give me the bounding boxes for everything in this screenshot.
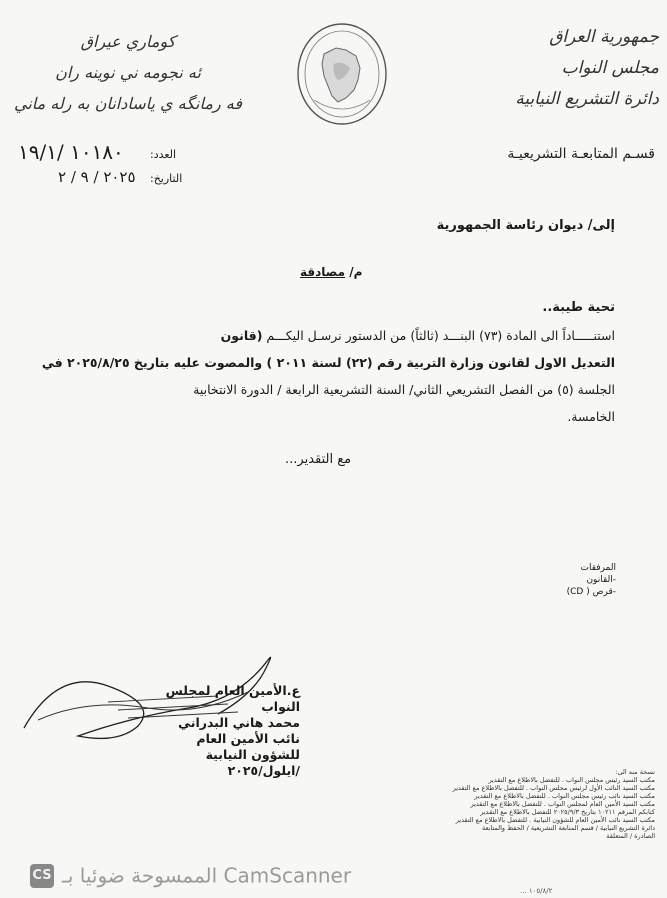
cc-line: مكتب السيد نائب رئيس مجلس النواب . للتفضل بالاطلاع مع التقدير (474, 792, 655, 800)
attachments-title: المرفقات (580, 563, 616, 573)
signature-line-4: /ايلول/٢٠٢٥ (227, 763, 300, 778)
attachment-item: -قرص ( CD) (566, 587, 616, 597)
header-arabic-line: دائرة التشريع النيابية (515, 89, 659, 109)
subject-text: مصادقة (300, 265, 346, 279)
cc-line: مكتب السيد نائب الأمين العام للشؤون النيابية . للتفضل بالاطلاع مع التقدير (455, 816, 655, 824)
camscanner-watermark (30, 862, 351, 888)
body-line-3: الجلسة (٥) من الفصل التشريعي الثاني/ السنة التشريعية الرابعة / الدورة الانتخابية (193, 382, 615, 397)
cc-list (355, 768, 655, 840)
body-line (55, 322, 615, 349)
body-line-1-bold: (قانون (220, 328, 263, 343)
cc-line: مكتب السيد رئيس مجلس النواب . للتفضل بالاطلاع مع التقدير (488, 776, 655, 784)
attachment-item: -القانون (586, 575, 616, 585)
cc-line: مكتب السيد الأمين العام لمجلس النواب . للتفضل بالاطلاع مع التقدير (470, 800, 655, 808)
footer-code: ١٠٥/٨/٢ ... (520, 887, 553, 895)
letter-body (41, 322, 615, 430)
addressee: إلى/ ديوان رئاسة الجمهورية (436, 218, 615, 233)
date-value: ٢٠٢٥ / ٩ / ٢ (58, 168, 136, 186)
department-title: قسـم المتابعـة التشريعيـة (507, 146, 655, 162)
signature-line-2: محمد هاني البدراني (178, 715, 300, 730)
number-value: ١٠١٨٠ /١٩/١ (18, 140, 124, 164)
closing: مع التقدير... (285, 452, 352, 467)
header-kurdish (8, 26, 248, 119)
cc-line: دائرة التشريع النيابية / قسم المتابعة التشريعية / الحفظ والمتابعة (482, 824, 655, 832)
header-kurdish-line: كوماري عيراق (80, 32, 176, 51)
cc-line: مكتب السيد النائب الأول لرئيس مجلس النواب . للتفضل بالاطلاع مع التقدير (452, 784, 655, 792)
greeting: تحية طيبة.. (542, 300, 615, 315)
subject-prefix: م/ (349, 265, 363, 279)
cc-title: نسخة منه الى: (615, 768, 655, 776)
body-line-4: الخامسة. (567, 409, 615, 424)
date-label: التاريخ: (150, 172, 183, 185)
header-arabic (499, 22, 659, 115)
camscanner-logo-icon: CS (30, 864, 54, 888)
number-label: العدد: (150, 148, 177, 161)
cc-line: الصادرة / المتعلقة (606, 832, 655, 840)
body-line-2: التعديل الاول لقانون وزارة التربية رقم (٢٢) لسنة ٢٠١١ ) والمصوت عليه بتاريخ ٢٠٢٥/٨/٢٥ في (41, 355, 615, 370)
signature-line-1: ع.الأمين العام لمجلس النواب (165, 683, 300, 714)
signature-block (150, 683, 300, 779)
parliament-seal-icon (294, 20, 390, 128)
watermark-text: الممسوحة ضوئيا بـ CamScanner (62, 863, 352, 888)
subject (300, 265, 362, 279)
header-arabic-line: مجلس النواب (561, 58, 659, 78)
attachments (546, 562, 616, 598)
signature-line-3: نائب الأمين العام للشؤون النيابية (196, 731, 300, 762)
header-kurdish-line: ئه نجومه ني نوينه ران (55, 63, 201, 82)
header-arabic-line: جمهورية العراق (549, 27, 659, 47)
header-kurdish-line: فه رمانگه ي ياسادانان به رله ماني (13, 94, 242, 113)
cc-line: كتابكم المرقم ١٠٢١١ بتاريخ ٢٠٢٥/٩/٣ للتفضل بالاطلاع مع التقدير (480, 808, 655, 816)
body-line-1: استنـــــاداً الى المادة (٧٣) البنـــد (ثالثاً) من الدستور نرسـل اليكـــم (266, 328, 615, 343)
